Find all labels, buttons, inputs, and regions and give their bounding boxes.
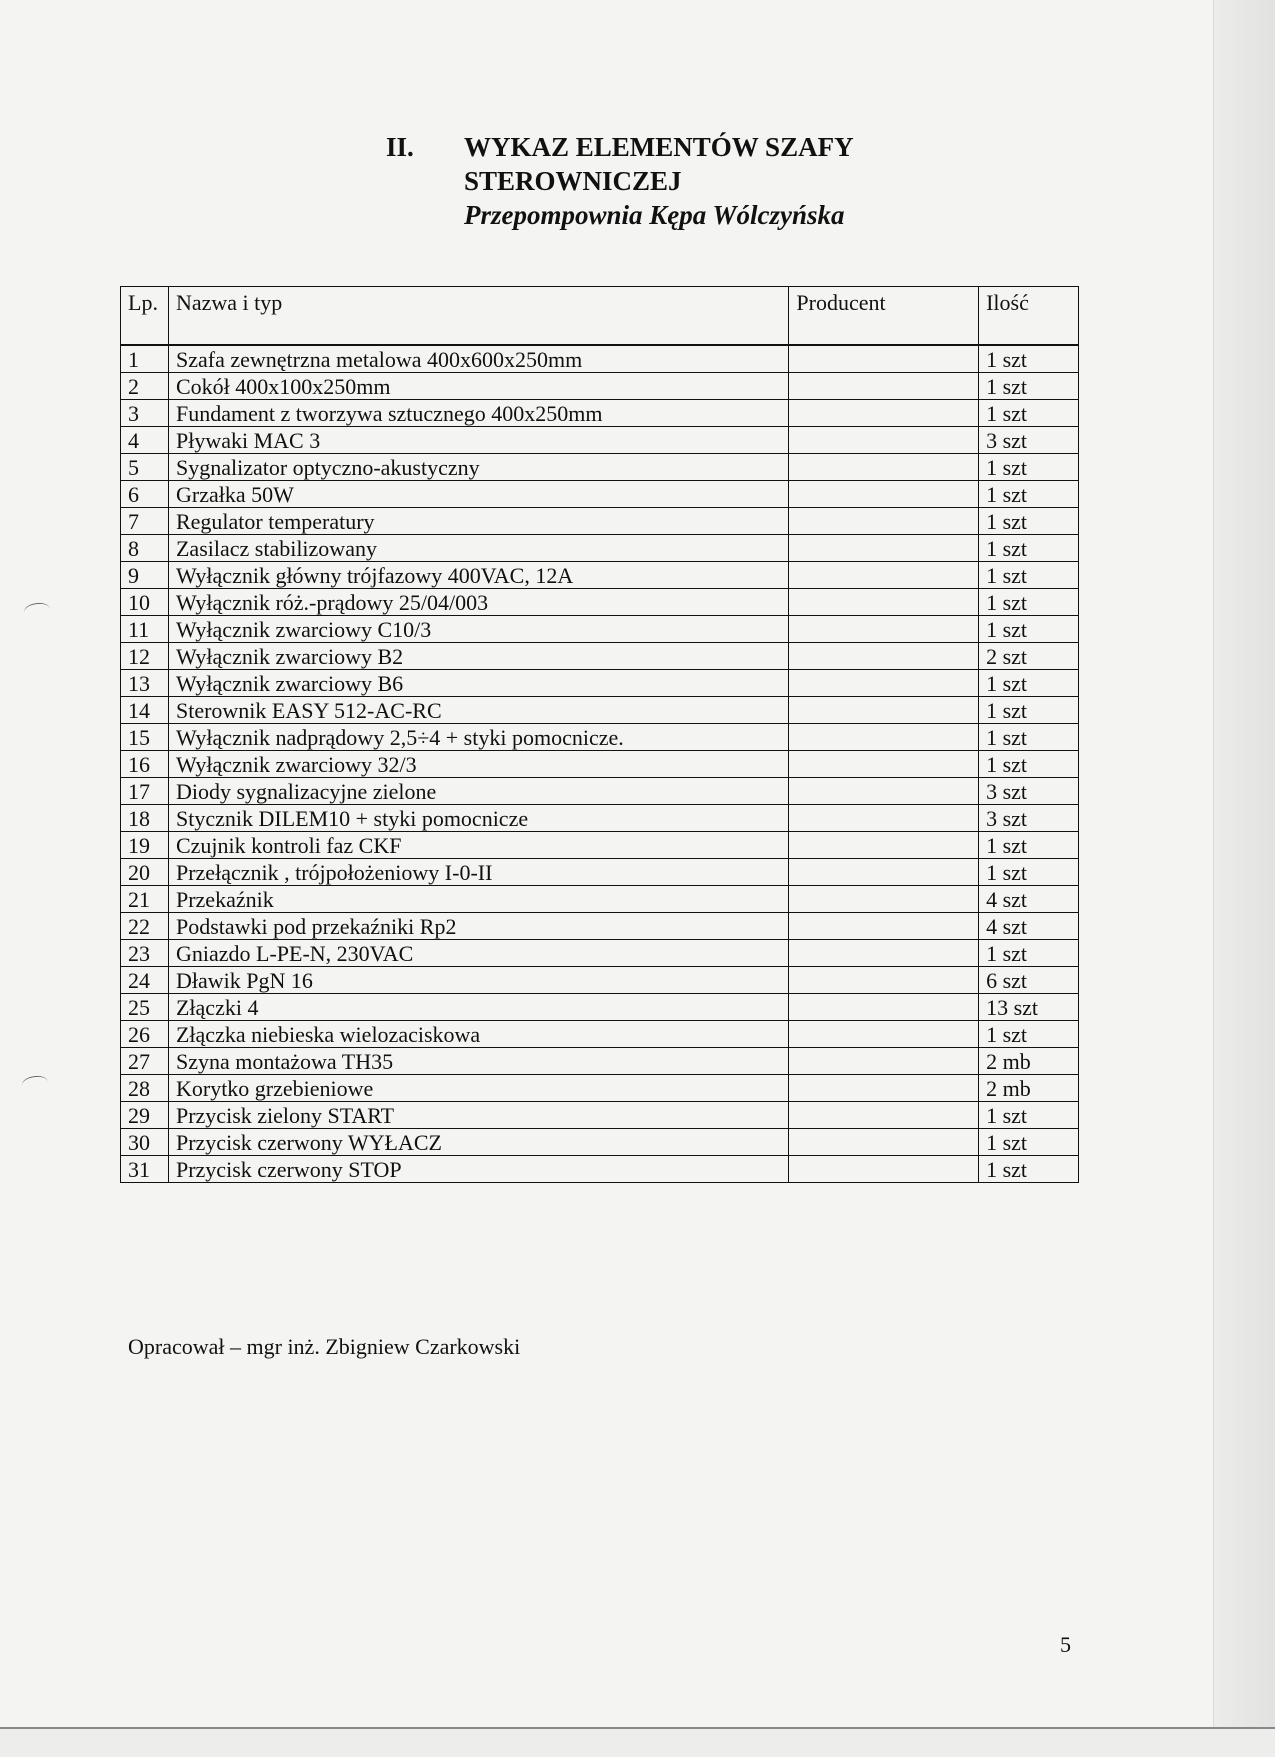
table-row [121,1155,1079,1182]
cell-qty: 1 szt [979,1101,1079,1128]
cell-producer [789,939,979,966]
cell-name: Grzałka 50W [168,480,788,507]
cell-qty: 1 szt [979,480,1079,507]
cell-name: Złączka niebieska wielozaciskowa [168,1020,788,1047]
cell-producer [789,966,979,993]
punch-hole-mark [23,601,51,619]
cell-name: Szyna montażowa TH35 [168,1047,788,1074]
cell-qty: 1 szt [979,534,1079,561]
cell-lp: 27 [121,1047,169,1074]
table-row [121,669,1079,696]
cell-lp: 11 [121,615,169,642]
cell-lp: 25 [121,993,169,1020]
cell-producer [789,1128,979,1155]
table-row [121,777,1079,804]
cell-qty: 1 szt [979,345,1079,373]
cell-name: Wyłącznik główny trójfazowy 400VAC, 12A [168,561,788,588]
table-row [121,885,1079,912]
table-row [121,480,1079,507]
cell-lp: 3 [121,399,169,426]
table-row [121,426,1079,453]
table-row [121,804,1079,831]
cell-producer [789,885,979,912]
table-row [121,1074,1079,1101]
cell-qty: 1 szt [979,507,1079,534]
cell-producer [789,669,979,696]
cell-producer [789,1047,979,1074]
cell-name: Sygnalizator optyczno-akustyczny [168,453,788,480]
cell-qty: 1 szt [979,453,1079,480]
cell-lp: 21 [121,885,169,912]
cell-qty: 1 szt [979,561,1079,588]
cell-name: Przełącznik , trójpołożeniowy I-0-II [168,858,788,885]
header-name: Nazwa i typ [168,287,788,345]
cell-lp: 17 [121,777,169,804]
table-row [121,912,1079,939]
table-row [121,561,1079,588]
cell-name: Czujnik kontroli faz CKF [168,831,788,858]
cell-producer [789,804,979,831]
cell-qty: 1 szt [979,615,1079,642]
cell-producer [789,1101,979,1128]
cell-lp: 1 [121,345,169,373]
cell-name: Wyłącznik zwarciowy C10/3 [168,615,788,642]
cell-qty: 3 szt [979,804,1079,831]
cell-name: Wyłącznik nadprądowy 2,5÷4 + styki pomocnicze. [168,723,788,750]
cell-qty: 4 szt [979,912,1079,939]
table-row [121,507,1079,534]
cell-name: Podstawki pod przekaźniki Rp2 [168,912,788,939]
cell-producer [789,507,979,534]
cell-name: Sterownik EASY 512-AC-RC [168,696,788,723]
cell-producer [789,723,979,750]
table-row [121,534,1079,561]
cell-name: Korytko grzebieniowe [168,1074,788,1101]
cell-qty: 1 szt [979,723,1079,750]
cell-qty: 6 szt [979,966,1079,993]
cell-producer [789,399,979,426]
cell-lp: 29 [121,1101,169,1128]
table-row [121,1101,1079,1128]
cell-name: Przycisk czerwony STOP [168,1155,788,1182]
cell-qty: 1 szt [979,588,1079,615]
cell-lp: 24 [121,966,169,993]
cell-lp: 20 [121,858,169,885]
cell-producer [789,777,979,804]
cell-name: Fundament z tworzywa sztucznego 400x250mm [168,399,788,426]
scan-edge-bottom [0,1727,1275,1757]
cell-producer [789,453,979,480]
table-row [121,696,1079,723]
cell-producer [789,480,979,507]
table-row [121,939,1079,966]
cell-producer [789,696,979,723]
table-row [121,723,1079,750]
scan-edge-right [1213,0,1275,1755]
cell-producer [789,1020,979,1047]
table-row [121,993,1079,1020]
cell-name: Przekaźnik [168,885,788,912]
cell-lp: 2 [121,372,169,399]
cell-qty: 3 szt [979,426,1079,453]
cell-producer [789,642,979,669]
cell-name: Przycisk zielony START [168,1101,788,1128]
cell-producer [789,993,979,1020]
cell-qty: 1 szt [979,750,1079,777]
cell-qty: 4 szt [979,885,1079,912]
table-row [121,1128,1079,1155]
cell-lp: 8 [121,534,169,561]
table-row [121,1047,1079,1074]
title-line-1: WYKAZ ELEMENTÓW SZAFY [464,132,854,162]
cell-qty: 1 szt [979,669,1079,696]
cell-qty: 1 szt [979,372,1079,399]
cell-lp: 23 [121,939,169,966]
cell-name: Zasilacz stabilizowany [168,534,788,561]
cell-lp: 7 [121,507,169,534]
cell-producer [789,345,979,373]
title-line-2: STEROWNICZEJ [464,166,682,196]
cell-producer [789,426,979,453]
table-row [121,642,1079,669]
cell-qty: 1 szt [979,1128,1079,1155]
cell-name: Wyłącznik róż.-prądowy 25/04/003 [168,588,788,615]
cell-producer [789,831,979,858]
page-number: 5 [1060,1632,1071,1657]
cell-lp: 10 [121,588,169,615]
cell-lp: 28 [121,1074,169,1101]
header-lp: Lp. [121,287,169,345]
cell-lp: 22 [121,912,169,939]
cell-lp: 13 [121,669,169,696]
cell-qty: 1 szt [979,1020,1079,1047]
cell-lp: 4 [121,426,169,453]
cell-qty: 2 mb [979,1074,1079,1101]
cell-name: Wyłącznik zwarciowy B6 [168,669,788,696]
prepared-by: Opracował – mgr inż. Zbigniew Czarkowski [128,1334,521,1359]
section-number: II. [386,132,414,162]
cell-name: Pływaki MAC 3 [168,426,788,453]
cell-qty: 2 szt [979,642,1079,669]
cell-name: Gniazdo L-PE-N, 230VAC [168,939,788,966]
cell-qty: 3 szt [979,777,1079,804]
cell-qty: 1 szt [979,696,1079,723]
cell-name: Stycznik DILEM10 + styki pomocnicze [168,804,788,831]
cell-name: Dławik PgN 16 [168,966,788,993]
cell-qty: 1 szt [979,399,1079,426]
cell-name: Złączki 4 [168,993,788,1020]
cell-producer [789,1074,979,1101]
table-row [121,1020,1079,1047]
table-row [121,345,1079,373]
cell-producer [789,534,979,561]
cell-producer [789,750,979,777]
cell-lp: 5 [121,453,169,480]
table-row [121,750,1079,777]
table-row [121,588,1079,615]
cell-qty: 1 szt [979,1155,1079,1182]
cell-name: Szafa zewnętrzna metalowa 400x600x250mm [168,345,788,373]
cell-qty: 1 szt [979,831,1079,858]
cell-lp: 30 [121,1128,169,1155]
cell-producer [789,1155,979,1182]
cell-qty: 13 szt [979,993,1079,1020]
cell-name: Cokół 400x100x250mm [168,372,788,399]
cell-lp: 26 [121,1020,169,1047]
cell-producer [789,912,979,939]
cell-qty: 1 szt [979,939,1079,966]
cell-producer [789,615,979,642]
cell-qty: 1 szt [979,858,1079,885]
cell-lp: 14 [121,696,169,723]
table-row [121,453,1079,480]
cell-producer [789,561,979,588]
cell-name: Diody sygnalizacyjne zielone [168,777,788,804]
table-row [121,858,1079,885]
table-header-row [121,287,1079,345]
cell-name: Wyłącznik zwarciowy B2 [168,642,788,669]
cell-name: Przycisk czerwony WYŁACZ [168,1128,788,1155]
cell-lp: 6 [121,480,169,507]
table-row [121,372,1079,399]
cell-producer [789,372,979,399]
cell-lp: 19 [121,831,169,858]
table-row [121,966,1079,993]
cell-producer [789,588,979,615]
cell-lp: 18 [121,804,169,831]
cell-lp: 9 [121,561,169,588]
cell-name: Regulator temperatury [168,507,788,534]
cell-lp: 15 [121,723,169,750]
cell-qty: 2 mb [979,1047,1079,1074]
table-row [121,615,1079,642]
document-subtitle: Przepompownia Kępa Wólczyńska [464,200,845,230]
punch-hole-mark [21,1074,49,1092]
header-producer: Producent [789,287,979,345]
elements-table [120,286,1079,1183]
cell-lp: 12 [121,642,169,669]
table-row [121,831,1079,858]
cell-name: Wyłącznik zwarciowy 32/3 [168,750,788,777]
table-row [121,399,1079,426]
cell-producer [789,858,979,885]
cell-lp: 16 [121,750,169,777]
cell-lp: 31 [121,1155,169,1182]
header-qty: Ilość [979,287,1079,345]
